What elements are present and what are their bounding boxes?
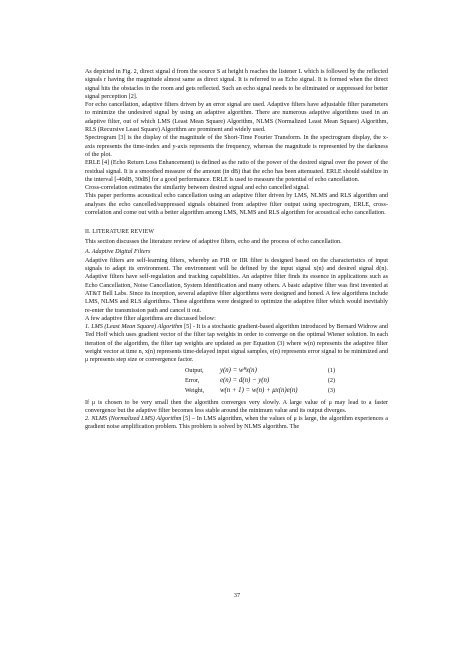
equation-label: Weight, xyxy=(185,388,205,395)
lms-paragraph xyxy=(85,323,388,364)
step-size-paragraph: If μ is chosen to be very small then the algorithm converges very slowly. A large value of μ may lead to a faster convergence but the adaptive filter becomes less stable around the minimum value and its output diverges. xyxy=(85,399,388,414)
intro-paragraph-1: As depicted in Fig. 2, direct signal d from the source S at height h reaches the listener L which is followed by the reflected signals r having the magnitude almost same as direct signal. It is referred to as Echo signal. It is formed when the direct signal hits the obstacles in the room and gets reflected. Such an echo signal needs to be eliminated or suppressed for better signal perception [2]. xyxy=(85,69,388,100)
section-heading: II. LITERATURE REVIEW xyxy=(85,228,155,235)
intro-paragraph-5: Cross-correlation estimates the similarity between desired signal and echo cancelled signal. xyxy=(85,185,310,192)
subsection-heading: A. Adaptive Digital Filters xyxy=(85,249,151,256)
equation-number: (1) xyxy=(327,368,335,375)
equation-block xyxy=(185,367,388,397)
page-number: 37 xyxy=(233,592,241,599)
section-intro: This section discusses the literature review of adaptive filters, echo and the process of echo cancellation. xyxy=(85,239,342,246)
intro-paragraph-4: ERLE [4] (Echo Return Loss Enhancement) is defined as the ratio of the power of the desired signal over the power of the residual signal. It is a smoothed measure of the amount (in dB) that the echo has been attenuated. ERLE should stabilize in the interval [-40dB, 30dB] for a good performance. ERLE is used to measure the potential of echo cancellation. xyxy=(85,160,388,183)
adaptive-filters-paragraph: Adaptive filters are self-learning filters, whereby an FIR or IIR filter is designed based on the characteristics of input signals to adapt its environment. The environment will be defined by the input signal x(n) and desired signal d(n). Adaptive filters have self-regulation and tracking capabilities. An adaptive filter finds its essence in applications such as Echo Cancellation, Noise Cancellation, System Identification and many others. A basic adaptive filter was first invented at AT&T Bell Labs. Since its inception, several adaptive filter algorithms were designed and honed. A few algorithms include LMS, NLMS and RLS algorithms. These algorithms were designed to optimize the adaptive filter which would inevitably re-enter the transmission path and cancel it out. xyxy=(85,257,388,314)
intro-paragraph-6: This paper performs acoustical echo cancellation using an adaptive filter driven by LMS, NLMS and RLS algorithm and analyses the echo cancelled/suppressed signals obtained from adaptive filter output using spectrogram, ERLE, cross-correlation and come out with a better algorithm among LMS, NLMS and RLS algorithm for acoustical echo cancellation. xyxy=(85,193,388,217)
equation-expression: e(n) = d(n) − y(n) xyxy=(220,377,270,385)
lms-title: 1. LMS (Least Mean Square) Algorithm xyxy=(85,324,183,331)
equation-1 xyxy=(185,367,388,377)
equation-label: Error, xyxy=(185,378,200,385)
page-body xyxy=(85,68,388,432)
intro-paragraph-2: For echo cancellation, adaptive filters driven by an error signal are used. Adaptive filters have adjustable filter parameters to minimize the undesired signal by using an adaptive algorithm. There are numerous adaptive algorithms used in an adaptive filter, out of which LMS (Least Mean Square) Algorithm, NLMS (Normalized Least Mean Square) Algorithm, RLS (Recursive Least Square) Algorithm are prominent and widely used. xyxy=(85,102,388,134)
equation-expression: w(n + 1) = w(n) + μx(n)e(n) xyxy=(220,387,298,395)
intro-paragraph-3: Spectrogram [3] is the display of the magnitude of the Short-Time Fourier Transform. In the spectrogram display, the x-axis represents the time-index and y-axis represents the frequency, whereas the magnitude is represented by the darkness of the plot. xyxy=(85,135,388,158)
equation-3 xyxy=(185,387,388,397)
lms-text: [5] - It is a stochastic gradient-based algorithm introduced by Bernard Widrow and Ted Hoff which uses gradient vector of the filter tap weights in order to converge on the optimal Wiener solution. In each iteration of the algorithm, the filter tap weights are updated as per Equation (3) where w(n) represents the adaptive filter weight vector at time n, x(n) represents time-delayed input signal samples, e(n) represents error signal to be minimized and μ represents step size or convergence factor. xyxy=(85,324,388,364)
equation-number: (2) xyxy=(327,378,335,385)
equation-expression: y(n) = wᴴx(n) xyxy=(220,367,257,375)
algorithms-intro: A few adaptive filter algorithms are discussed below: xyxy=(85,315,216,322)
equation-2 xyxy=(185,377,388,387)
nlms-paragraph xyxy=(85,415,388,432)
equation-label: Output, xyxy=(185,368,204,375)
nlms-text: [5] – In LMS algorithm, when the values of μ is large, the algorithm experiences a gradient noise amplification problem. This problem is solved by NLMS algorithm. The xyxy=(85,416,388,431)
nlms-title: 2. NLMS (Normalized LMS) Algorithm xyxy=(85,416,182,423)
equation-number: (3) xyxy=(327,388,335,395)
